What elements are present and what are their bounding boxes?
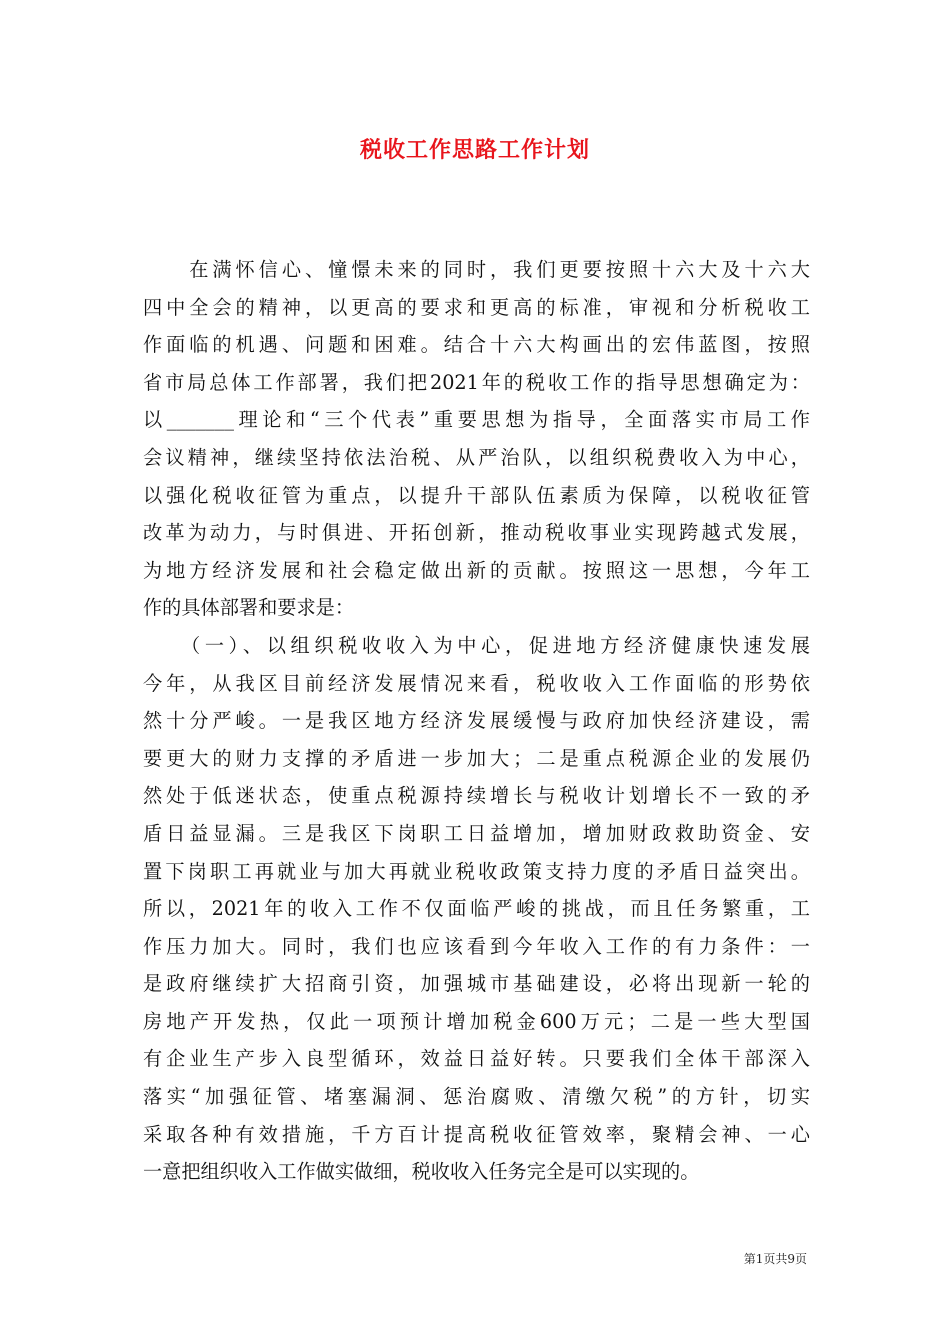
body-text-line: （一）、以组织税收收入为中心，促进地方经济健康快速发展 bbox=[143, 633, 810, 657]
body-text-line: 盾日益显漏。三是我区下岗职工日益增加，增加财政救助资金、安 bbox=[143, 821, 810, 845]
body-text-line: 为地方经济发展和社会稳定做出新的贡献。按照这一思想，今年工 bbox=[143, 558, 810, 582]
body-text-line: 以强化税收征管为重点，以提升干部队伍素质为保障，以税收征管 bbox=[143, 483, 810, 507]
page-number: 第1页共9页 bbox=[743, 1252, 807, 1266]
body-text-line: 省市局总体工作部署，我们把2021年的税收工作的指导思想确定为： bbox=[143, 370, 810, 394]
body-text-line: 作的具体部署和要求是： bbox=[143, 596, 355, 620]
body-text-line: 置下岗职工再就业与加大再就业税收政策支持力度的矛盾日益突出。 bbox=[143, 859, 810, 883]
body-text-line: 要更大的财力支撑的矛盾进一步加大；二是重点税源企业的发展仍 bbox=[143, 746, 810, 770]
body-text-line: 四中全会的精神，以更高的要求和更高的标准，审视和分析税收工 bbox=[143, 295, 810, 319]
body-text-line: 房地产开发热，仅此一项预计增加税金600万元；二是一些大型国 bbox=[143, 1009, 810, 1033]
document-title: 税收工作思路工作计划 bbox=[359, 137, 590, 163]
body-text-line: 会议精神，继续坚持依法治税、从严治队，以组织税费收入为中心， bbox=[143, 445, 810, 469]
body-text-line: 然处于低迷状态，使重点税源持续增长与税收计划增长不一致的矛 bbox=[143, 784, 810, 808]
body-text-line: 作面临的机遇、问题和困难。结合十六大构画出的宏伟蓝图，按照 bbox=[143, 333, 810, 357]
body-text-line: 有企业生产步入良型循环，效益日益好转。只要我们全体干部深入 bbox=[143, 1047, 810, 1071]
body-text-line: 然十分严峻。一是我区地方经济发展缓慢与政府加快经济建设，需 bbox=[143, 709, 810, 733]
body-text-line: 落实“加强征管、堵塞漏洞、惩治腐败、清缴欠税”的方针，切实 bbox=[143, 1085, 810, 1109]
body-text-line: 以_______理论和“三个代表”重要思想为指导，全面落实市局工作 bbox=[143, 408, 810, 432]
body-text-line: 改革为动力，与时俱进、开拓创新，推动税收事业实现跨越式发展， bbox=[143, 521, 810, 545]
document-body bbox=[143, 251, 810, 1191]
body-text-line: 一意把组织收入工作做实做细，税收收入任务完全是可以实现的。 bbox=[143, 1160, 700, 1184]
body-text-line: 所以，2021年的收入工作不仅面临严峻的挑战，而且任务繁重，工 bbox=[143, 897, 810, 921]
body-text-line: 作压力加大。同时，我们也应该看到今年收入工作的有力条件：一 bbox=[143, 934, 810, 958]
body-text-line: 在满怀信心、憧憬未来的同时，我们更要按照十六大及十六大 bbox=[143, 258, 810, 281]
body-text-line: 是政府继续扩大招商引资，加强城市基础建设，必将出现新一轮的 bbox=[143, 972, 810, 996]
body-text-line: 今年，从我区目前经济发展情况来看，税收收入工作面临的形势依 bbox=[143, 671, 810, 695]
body-text-line: 采取各种有效措施，千方百计提高税收征管效率，聚精会神、一心 bbox=[143, 1122, 810, 1146]
